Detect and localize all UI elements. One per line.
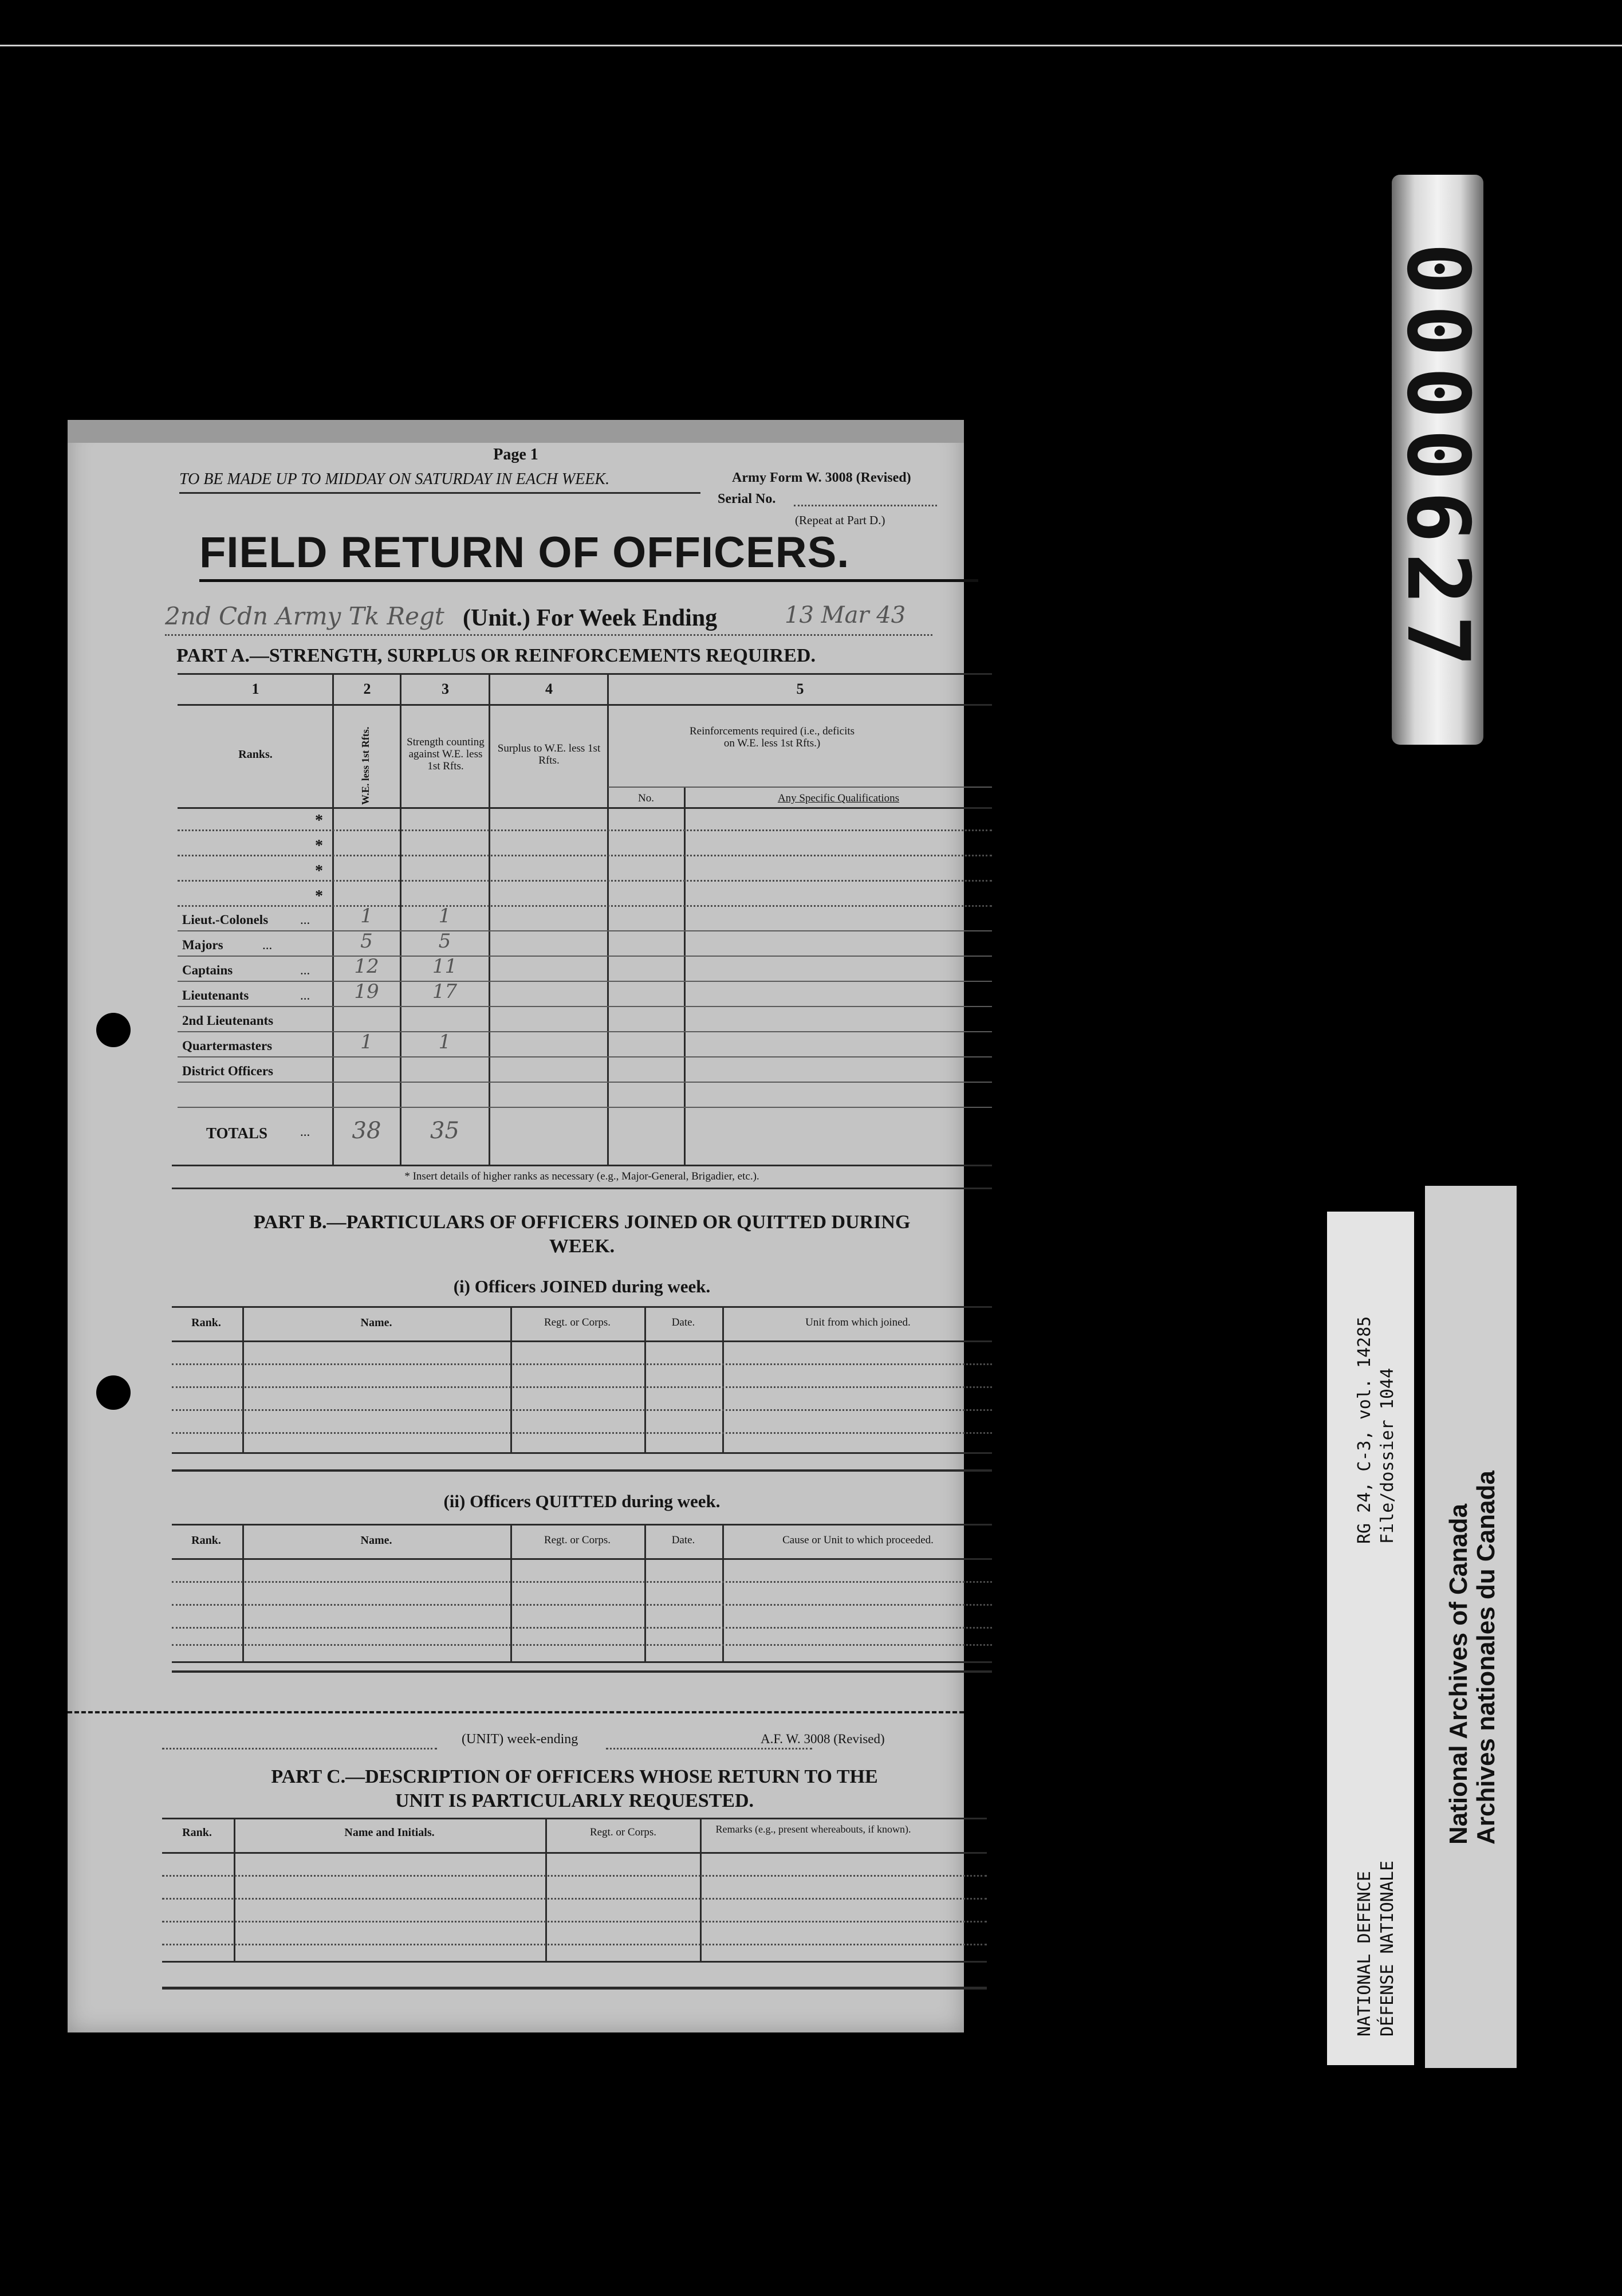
page-number: Page 1 [493,446,538,463]
column-divider [242,1524,244,1661]
header-no: No. [638,792,654,804]
strength-value: 1 [438,905,451,927]
sheet-top-edge [68,420,964,443]
header-rank: Rank. [191,1316,221,1329]
rule [178,673,992,675]
row-line [178,981,992,982]
rank-dots: ... [300,988,310,1002]
header-reinforcements: Reinforcements required (i.e., deficits on W.E. less 1st Rfts.) [689,725,855,749]
week-ending-handwritten: 13 Mar 43 [785,602,906,628]
rule [162,1852,987,1854]
national-archives-label [1425,1186,1517,2068]
col-number: 5 [796,681,804,697]
title-underline [199,579,978,582]
row-line [178,1056,992,1057]
row-line [178,1031,992,1032]
form-title: FIELD RETURN OF OFFICERS. [199,528,850,577]
asterisk: * [315,837,323,855]
instruction-text: TO BE MADE UP TO MIDDAY ON SATURDAY IN EACH WEEK. [179,470,610,488]
totals-label: TOTALS [206,1125,268,1142]
column-divider [545,1818,547,1961]
header-ranks: Ranks. [238,748,273,761]
header-surplus: Surplus to W.E. less 1st Rfts. [497,742,601,766]
column-divider [722,1524,724,1661]
rank-dots: ... [300,963,310,977]
microfilm-number-stamp [1388,175,1487,745]
rule [179,492,700,494]
row-line [172,1604,992,1606]
part-c-title-line2: UNIT IS PARTICULARLY REQUESTED. [395,1790,754,1811]
row-line [172,1386,992,1388]
row-line [178,855,992,856]
week-ending-line [606,1748,812,1749]
column-divider [510,1524,512,1661]
header-date: Date. [671,1316,695,1328]
row-line [162,1944,987,1945]
archive-reference-label [1327,1212,1414,2065]
header-rank: Rank. [191,1534,221,1547]
rank-label: Lieut.-Colonels [182,913,269,927]
archive-ref-line2: File/dossier 1044 [1377,1367,1397,1544]
top-border-line [0,45,1622,46]
row-line [172,1581,992,1583]
army-form-number: Army Form W. 3008 (Revised) [732,470,911,485]
part-b-title-line2: WEEK. [549,1236,615,1257]
header-unit-from: Unit from which joined. [805,1316,911,1328]
rank-label: Captains [182,963,233,977]
unit-label: (Unit.) For Week Ending [463,605,718,631]
afw-label: A.F. W. 3008 (Revised) [761,1732,885,1746]
rule [172,1340,992,1342]
archive-dept-line1: NATIONAL DEFENCE [1355,1871,1375,2036]
strength-value: 11 [432,955,458,978]
serial-no-label: Serial No. [718,492,776,506]
col-number: 1 [251,681,259,697]
unit-handwritten: 2nd Cdn Army Tk Regt [165,602,444,630]
row-line [162,1875,987,1877]
unit-week-ending-label: (UNIT) week-ending [462,1732,578,1747]
rank-label: District Officers [182,1064,274,1078]
archive-name-en: National Archives of Canada [1444,1504,1473,1845]
col-number: 3 [442,681,449,697]
rule [172,1452,992,1454]
archive-dept-line2: DÉFENSE NATIONALE [1377,1860,1397,2036]
unit-line [162,1748,437,1749]
rule [172,1188,992,1189]
serial-no-line [794,505,937,506]
rule [162,1987,987,1990]
row-line [172,1644,992,1646]
header-qualifications: Any Specific Qualifications [777,792,900,804]
asterisk: * [315,887,323,905]
perforation-line [68,1711,964,1713]
column-divider [489,673,490,1165]
column-divider [242,1306,244,1452]
rule [172,1524,992,1526]
rank-label: Lieutenants [182,988,249,1002]
row-line [172,1432,992,1434]
header-date: Date. [671,1534,695,1546]
footnote: * Insert details of higher ranks as necessary (e.g., Major-General, Brigadier, etc.). [404,1170,759,1182]
row-line [178,905,992,907]
column-divider [234,1818,235,1961]
part-b-title: PART B.—PARTICULARS OF OFFICERS JOINED OR QUITTED DURING [253,1212,911,1233]
rule [608,787,992,788]
stamp-number: 0000627 [1388,242,1487,677]
row-line [178,829,992,831]
unit-line [165,634,932,636]
quitted-title: (ii) Officers QUITTED during week. [443,1491,721,1511]
header-remarks: Remarks (e.g., present whereabouts, if known). [715,1823,911,1835]
row-line [172,1627,992,1629]
we-value: 1 [360,1031,373,1053]
punch-hole [96,1375,131,1410]
rank-label: Majors [182,938,223,952]
header-name-initials: Name and Initials. [344,1826,435,1839]
row-line [178,1082,992,1083]
archive-ref-line1: RG 24, C-3, vol. 14285 [1355,1316,1375,1544]
rule [172,1306,992,1308]
rule [172,1661,992,1663]
header-strength: Strength counting against W.E. less 1st Rfts. [407,736,485,772]
strength-value: 5 [438,930,451,953]
header-rank: Rank. [182,1826,212,1839]
asterisk: * [315,862,323,880]
form-sheet [68,420,964,2032]
rule [172,1165,992,1166]
rule [172,1558,992,1560]
totals-dots: ... [300,1125,310,1139]
header-name: Name. [360,1534,392,1547]
joined-title: (i) Officers JOINED during week. [453,1276,711,1296]
rule [172,1469,992,1472]
we-value: 1 [360,905,373,927]
we-value: 12 [354,955,379,978]
row-line [172,1363,992,1365]
column-divider [510,1306,512,1452]
row-line [178,880,992,882]
rule [178,807,992,809]
part-c-title: PART C.—DESCRIPTION OF OFFICERS WHOSE RETURN TO THE [271,1766,878,1787]
header-regt: Regt. or Corps. [589,1826,657,1838]
part-a-title: PART A.—STRENGTH, SURPLUS OR REINFORCEMENTS REQUIRED. [176,645,816,666]
header-regt: Regt. or Corps. [544,1534,611,1546]
strength-value: 17 [432,980,458,1003]
total-we-value: 38 [352,1118,381,1144]
header-name: Name. [360,1316,392,1329]
punch-hole [96,1013,131,1047]
strength-value: 1 [438,1031,451,1053]
asterisk: * [315,812,323,829]
column-divider [644,1306,646,1452]
header-cause: Cause or Unit to which proceeded. [782,1534,934,1546]
row-line [178,1107,992,1108]
repeat-note: (Repeat at Part D.) [795,513,885,527]
rule [172,1670,992,1673]
rule [162,1961,987,1963]
rank-label: Quartermasters [182,1039,273,1053]
column-divider [607,673,609,1165]
total-strength-value: 35 [430,1118,459,1144]
row-line [178,956,992,957]
row-line [162,1921,987,1922]
we-value: 19 [354,980,379,1003]
col-number: 2 [363,681,371,697]
column-divider [722,1306,724,1452]
rank-dots: ... [300,913,310,927]
rank-dots: ... [262,938,273,952]
column-divider [644,1524,646,1661]
rule [178,704,992,706]
header-regt: Regt. or Corps. [544,1316,611,1328]
col-number: 4 [545,681,553,697]
header-we: W.E. less 1st Rfts. [360,726,371,805]
row-line [172,1409,992,1411]
row-line [162,1898,987,1900]
rank-label: 2nd Lieutenants [182,1013,274,1028]
column-divider [700,1818,702,1961]
row-line [178,1006,992,1007]
rule [162,1818,987,1819]
we-value: 5 [360,930,373,953]
column-divider [684,787,686,1165]
row-line [178,930,992,931]
archive-name-fr: Archives nationales du Canada [1472,1471,1500,1845]
